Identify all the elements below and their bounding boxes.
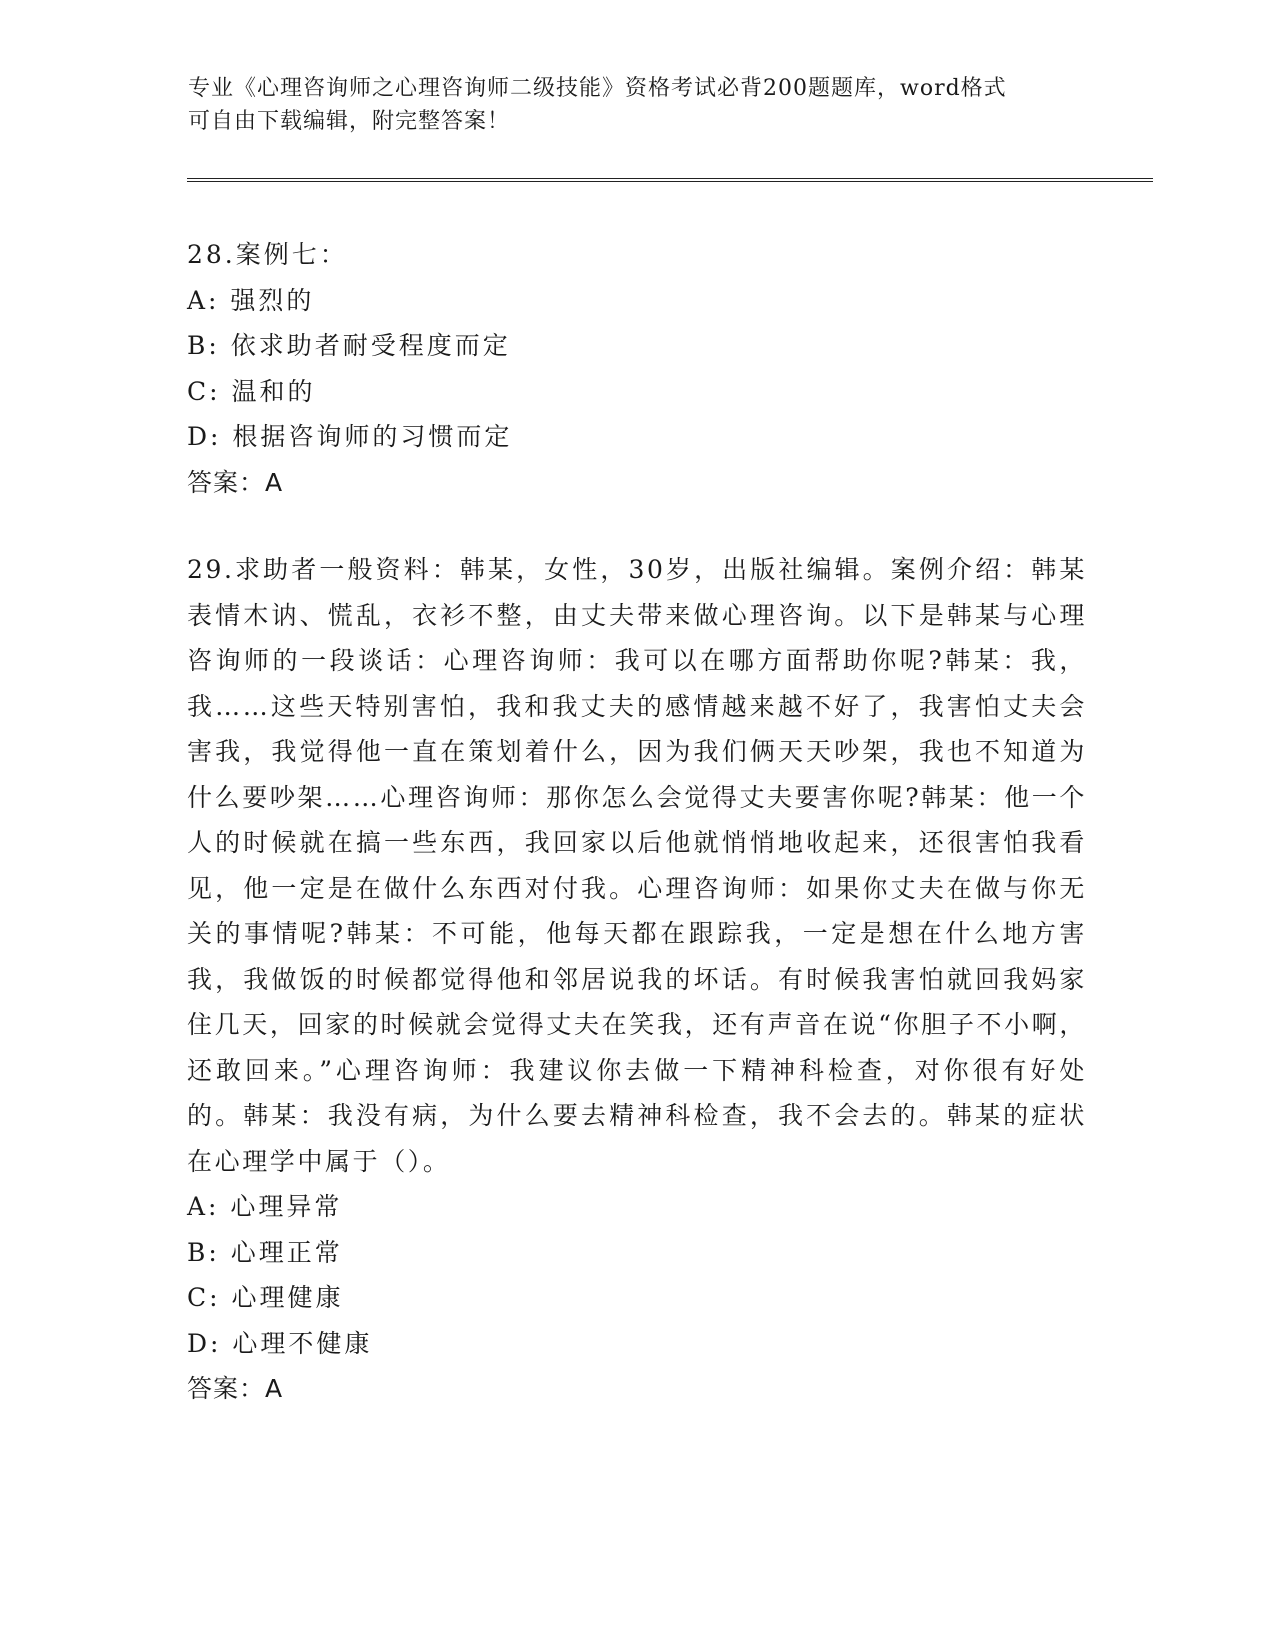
- option-d: D: 根据咨询师的习惯而定: [187, 422, 513, 451]
- option-b: B: 心理正常: [187, 1237, 343, 1267]
- question-29: [187, 547, 1087, 1412]
- header-divider: [187, 178, 1153, 182]
- question-list: [187, 232, 1087, 1412]
- question-spacer: [187, 505, 1087, 547]
- header-title-line-2: 可自由下载编辑，附完整答案！: [188, 109, 511, 134]
- question-28: [187, 232, 1087, 505]
- option-d: D: 心理不健康: [187, 1328, 373, 1358]
- option-a: A: 心理异常: [187, 1192, 343, 1221]
- document-header: [188, 72, 1078, 138]
- option-c: C: 心理健康: [187, 1283, 344, 1312]
- header-title-line-1: 专业《心理咨询师之心理咨询师二级技能》资格考试必背200题题库，word格式: [188, 76, 1007, 101]
- question-stem: 28.案例七：: [187, 240, 348, 269]
- answer-label: 答案：A: [187, 467, 284, 497]
- option-b: B: 依求助者耐受程度而定: [187, 331, 511, 360]
- answer-label: 答案：A: [187, 1374, 284, 1403]
- option-c: C: 温和的: [187, 376, 316, 406]
- option-a: A: 强烈的: [187, 285, 315, 315]
- question-stem: 29.求助者一般资料：韩某，女性，30岁，出版社编辑。案例介绍：韩某表情木讷、慌乱，衣衫不整，由丈夫带来做心理咨询。以下是韩某与心理咨询师的一段谈话：心理咨询师：我可以在哪方面帮助你呢?韩某：我，我……这些天特别害怕，我和我丈夫的感情越来越不好了，我害怕丈夫会害我，我觉得他一直在策划着什么，因为我们俩天天吵架，我也不知道为什么要吵架……心理咨询师：那你怎么会觉得丈夫要害你呢?韩某：他一个人的时候就在搞一些东西，我回家以后他就悄悄地收起来，还很害怕我看见，他一定是在做什么东西对付我。心理咨询师：如果你丈夫在做与你无关的事情呢?韩某：不可能，他每天都在跟踪我，一定是想在什么地方害我，我做饭的时候都觉得他和邻居说我的坏话。有时候我害怕就回我妈家住几天，回家的时候就会觉得丈夫在笑我，还有声音在说“你胆子不小啊，还敢回来。”心理咨询师：我建议你去做一下精神科检查，对你很有好处的。韩某：我没有病，为什么要去精神科检查，我不会去的。韩某的症状在心理学中属于（）。: [187, 555, 1087, 1176]
